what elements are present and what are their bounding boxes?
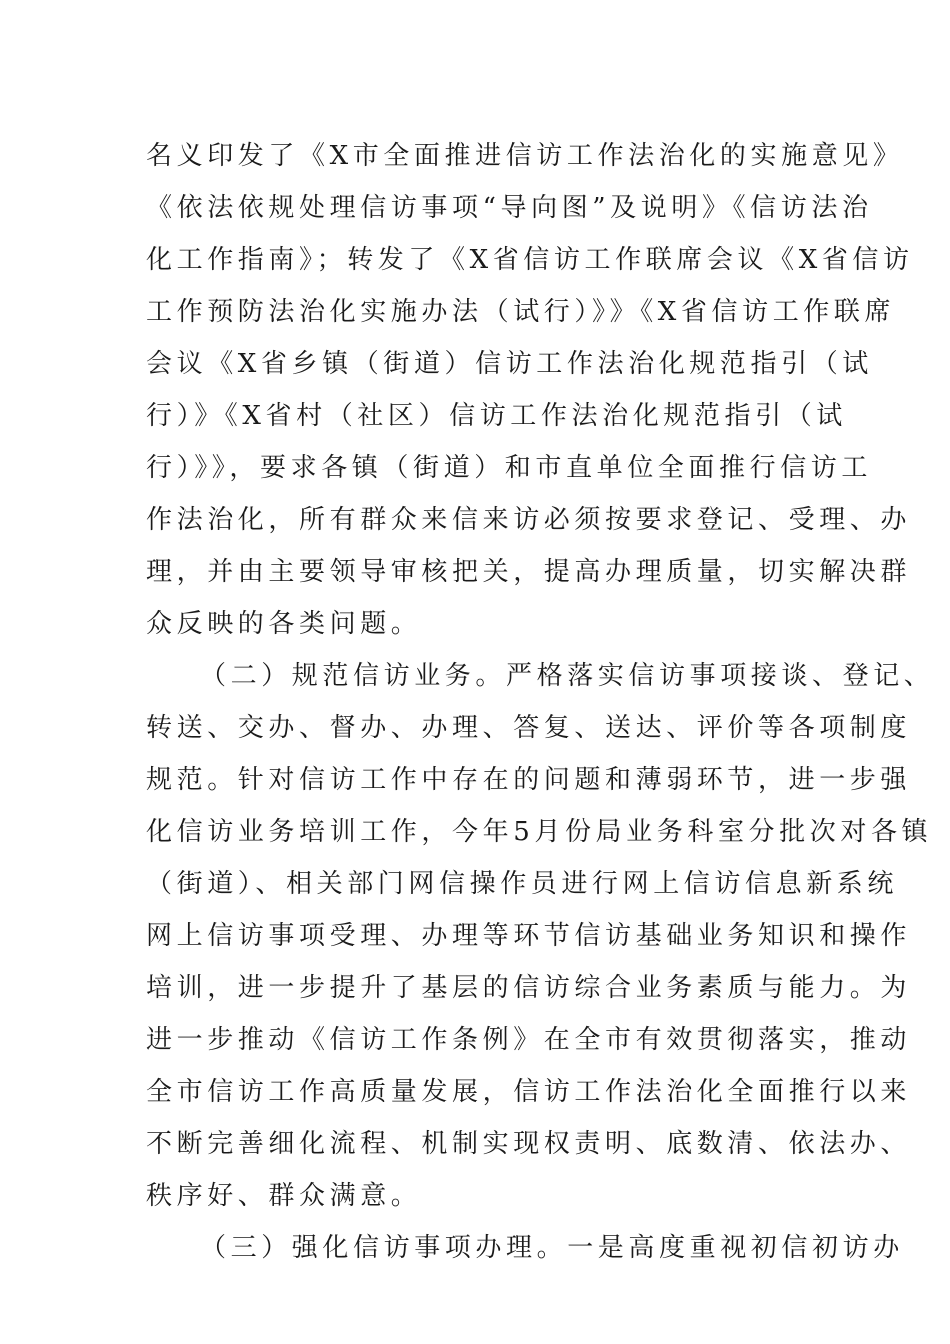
text-line: 秩序好、群众满意。 — [146, 1181, 422, 1211]
text-line: 化信访业务培训工作，今年5月份局业务科室分批次对各镇 — [146, 817, 933, 847]
text-line: 行）》》，要求各镇（街道）和市直单位全面推行信访工 — [146, 453, 873, 483]
paragraph-heading-3: （三）强化信访事项办理。一是高度重视初信初访办 — [200, 1233, 904, 1263]
text-line: 网上信访事项受理、办理等环节信访基础业务知识和操作 — [146, 921, 912, 951]
text-line: 不断完善细化流程、机制实现权责明、底数清、依法办、 — [146, 1129, 912, 1159]
text-line: 作法治化，所有群众来信来访必须按要求登记、受理、办 — [146, 505, 912, 535]
paragraph-heading-2: （二）规范信访业务。严格落实信访事项接谈、登记、 — [200, 661, 935, 691]
text-line: 工作预防法治化实施办法（试行）》》《X省信访工作联席 — [146, 297, 896, 327]
text-line: 培训，进一步提升了基层的信访综合业务素质与能力。为 — [146, 973, 912, 1003]
text-line: 化工作指南》；转发了《X省信访工作联席会议《X省信访 — [146, 245, 914, 275]
text-line: 众反映的各类问题。 — [146, 609, 422, 639]
text-line: （街道）、相关部门网信操作员进行网上信访信息新系统 — [146, 869, 899, 899]
text-line: 理，并由主要领导审核把关，提高办理质量，切实解决群 — [146, 557, 912, 587]
text-line: 行）》《X省村（社区）信访工作法治化规范指引（试 — [146, 401, 847, 431]
text-line: 转送、交办、督办、办理、答复、送达、评价等各项制度 — [146, 713, 912, 743]
text-line: 名义印发了《X市全面推进信访工作法治化的实施意见》 — [146, 141, 904, 171]
text-line: 全市信访工作高质量发展，信访工作法治化全面推行以来 — [146, 1077, 912, 1107]
text-line: 进一步推动《信访工作条例》在全市有效贯彻落实，推动 — [146, 1025, 912, 1055]
text-line: 规范。针对信访工作中存在的问题和薄弱环节，进一步强 — [146, 765, 912, 795]
text-line: 《依法依规处理信访事项“导向图”及说明》《信访法治 — [146, 193, 873, 223]
text-line: 会议《X省乡镇（街道）信访工作法治化规范指引（试 — [146, 349, 873, 379]
